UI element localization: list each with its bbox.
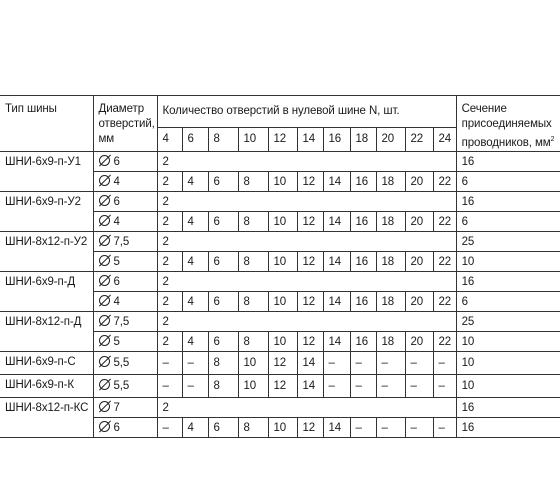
header-diameter: Диаметр отверстий, мм (93, 96, 157, 152)
hole-count-cell: 12 (268, 352, 297, 375)
header-type: Тип шины (0, 96, 93, 152)
hole-count-cell: 16 (350, 252, 376, 272)
hole-count-cell: 10 (268, 172, 297, 192)
hole-diameter-value: 7,5 (113, 315, 130, 328)
conductor-section: 10 (456, 332, 560, 352)
hole-count-merged: 2 (157, 192, 456, 212)
hole-diameter-value: 6 (113, 275, 120, 288)
hole-count-cell: 4 (182, 418, 208, 438)
hole-count-cell: 4 (182, 292, 208, 312)
hole-count-cell: 12 (297, 418, 323, 438)
hole-diameter-value: 4 (113, 175, 120, 188)
hole-count-cell: 14 (323, 172, 350, 192)
hole-count-cell: 6 (208, 212, 238, 232)
conductor-section: 6 (456, 292, 560, 312)
header-n-value: 6 (182, 127, 208, 152)
conductor-section: 10 (456, 352, 560, 375)
busbar-type: ШНИ-6х9-п-У1 (0, 152, 93, 192)
hole-count-cell: 6 (208, 418, 238, 438)
diameter-icon (99, 255, 110, 266)
hole-count-cell: 12 (297, 332, 323, 352)
conductor-section: 16 (456, 398, 560, 418)
busbar-type: ШНИ-6х9-п-К (0, 375, 93, 398)
hole-count-cell: 22 (433, 332, 456, 352)
hole-count-cell: – (405, 375, 433, 398)
hole-count-cell: 10 (268, 212, 297, 232)
hole-count-cell: 20 (405, 292, 433, 312)
busbar-type: ШНИ-8х12-п-У2 (0, 232, 93, 272)
busbar-type: ШНИ-8х12-п-Д (0, 312, 93, 352)
conductor-section: 25 (456, 312, 560, 332)
header-n-value: 4 (157, 127, 182, 152)
busbar-spec-table (0, 95, 560, 438)
hole-count-cell: 18 (376, 292, 405, 312)
hole-diameter (93, 375, 157, 398)
hole-diameter-value: 5,5 (113, 357, 130, 369)
hole-count-cell: 10 (238, 375, 268, 398)
diameter-icon (99, 356, 110, 367)
hole-count-cell: 12 (297, 212, 323, 232)
hole-diameter-value: 6 (113, 155, 120, 168)
hole-count-merged: 2 (157, 232, 456, 252)
hole-count-cell: 22 (433, 172, 456, 192)
hole-count-cell: – (350, 352, 376, 375)
hole-count-cell: 20 (405, 172, 433, 192)
hole-count-cell: 14 (323, 332, 350, 352)
hole-count-cell: 14 (323, 292, 350, 312)
header-n-value: 8 (208, 127, 238, 152)
hole-count-cell: – (433, 375, 456, 398)
hole-count-cell: – (323, 375, 350, 398)
hole-count-cell: 22 (433, 292, 456, 312)
hole-count-cell: – (350, 418, 376, 438)
hole-count-cell: 16 (350, 212, 376, 232)
hole-diameter (93, 192, 157, 212)
hole-count-cell: 2 (157, 292, 182, 312)
table-row (0, 312, 560, 332)
hole-count-cell: 4 (182, 172, 208, 192)
hole-diameter (93, 418, 157, 438)
hole-count-cell: 4 (182, 212, 208, 232)
conductor-section: 25 (456, 232, 560, 252)
hole-diameter (93, 352, 157, 375)
hole-count-cell: – (323, 352, 350, 375)
hole-count-cell: 12 (297, 172, 323, 192)
conductor-section: 6 (456, 172, 560, 192)
hole-count-cell: 18 (376, 212, 405, 232)
hole-count-cell: 8 (238, 252, 268, 272)
hole-count-merged: 2 (157, 312, 456, 332)
hole-count-cell: 8 (238, 172, 268, 192)
diameter-icon (99, 275, 110, 286)
diameter-icon (99, 315, 110, 326)
hole-diameter-value: 7 (113, 401, 120, 414)
diameter-icon (99, 215, 110, 226)
hole-count-merged: 2 (157, 272, 456, 292)
hole-count-cell: 8 (238, 292, 268, 312)
hole-diameter-value: 5 (113, 255, 120, 268)
hole-count-cell: 2 (157, 212, 182, 232)
hole-count-cell: 18 (376, 172, 405, 192)
busbar-type: ШНИ-8х12-п-КС (0, 398, 93, 438)
conductor-section: 16 (456, 418, 560, 438)
hole-count-cell: 10 (268, 332, 297, 352)
hole-count-cell: 12 (268, 375, 297, 398)
hole-count-cell: 12 (297, 292, 323, 312)
hole-count-cell: – (350, 375, 376, 398)
hole-diameter-value: 5,5 (113, 380, 130, 392)
hole-count-cell: – (433, 418, 456, 438)
hole-diameter (93, 212, 157, 232)
hole-count-cell: 8 (238, 418, 268, 438)
hole-count-cell: 4 (182, 332, 208, 352)
conductor-section: 10 (456, 375, 560, 398)
hole-diameter-value: 7,5 (113, 235, 130, 248)
hole-count-cell: 6 (208, 332, 238, 352)
hole-count-cell: 10 (238, 352, 268, 375)
hole-count-cell: – (376, 352, 405, 375)
hole-count-cell: 12 (297, 252, 323, 272)
hole-count-cell: 6 (208, 292, 238, 312)
hole-diameter (93, 252, 157, 272)
hole-diameter (93, 292, 157, 312)
hole-count-cell: 8 (238, 212, 268, 232)
diameter-icon (99, 295, 110, 306)
hole-count-cell: 14 (297, 375, 323, 398)
hole-diameter (93, 232, 157, 252)
hole-count-cell: 2 (157, 252, 182, 272)
table-row (0, 152, 560, 172)
table-row (0, 232, 560, 252)
header-n-value: 18 (350, 127, 376, 152)
hole-count-cell: 6 (208, 172, 238, 192)
header-row (0, 96, 560, 128)
busbar-type: ШНИ-6х9-п-Д (0, 272, 93, 312)
hole-diameter-value: 6 (113, 421, 120, 434)
hole-diameter (93, 398, 157, 418)
diameter-icon (99, 155, 110, 166)
hole-count-cell: 2 (157, 332, 182, 352)
hole-diameter-value: 5 (113, 335, 120, 348)
diameter-icon (99, 379, 110, 390)
header-n-value: 12 (268, 127, 297, 152)
hole-count-cell: – (157, 375, 182, 398)
hole-diameter-value: 4 (113, 295, 120, 308)
hole-count-cell: – (433, 352, 456, 375)
hole-count-cell: 22 (433, 252, 456, 272)
hole-count-cell: 4 (182, 252, 208, 272)
hole-count-cell: 18 (376, 252, 405, 272)
hole-count-cell: 22 (433, 212, 456, 232)
hole-count-cell: 20 (405, 332, 433, 352)
conductor-section: 16 (456, 152, 560, 172)
hole-diameter (93, 332, 157, 352)
hole-diameter (93, 152, 157, 172)
header-n-value: 16 (323, 127, 350, 152)
table-row (0, 375, 560, 398)
hole-count-cell: 16 (350, 332, 376, 352)
header-section-text: Сечение присоединяемых проводников, мм (461, 103, 552, 149)
hole-count-cell: – (157, 418, 182, 438)
hole-count-cell: 14 (323, 418, 350, 438)
hole-count-cell: 10 (268, 292, 297, 312)
hole-count-cell: 8 (238, 332, 268, 352)
hole-count-cell: 2 (157, 172, 182, 192)
table-row (0, 272, 560, 292)
hole-count-cell: 8 (208, 352, 238, 375)
hole-count-cell: 14 (297, 352, 323, 375)
hole-count-cell: 6 (208, 252, 238, 272)
hole-count-cell: 14 (323, 252, 350, 272)
hole-count-cell: 20 (405, 252, 433, 272)
table-row (0, 352, 560, 375)
diameter-icon (99, 421, 110, 432)
busbar-type: ШНИ-6х9-п-У2 (0, 192, 93, 232)
header-n-value: 10 (238, 127, 268, 152)
header-n-value: 14 (297, 127, 323, 152)
header-section (456, 96, 560, 152)
hole-count-cell: 10 (268, 252, 297, 272)
hole-count-cell: 10 (268, 418, 297, 438)
hole-count-cell: 14 (323, 212, 350, 232)
hole-count-cell: 20 (405, 212, 433, 232)
conductor-section: 16 (456, 272, 560, 292)
hole-count-cell: – (182, 375, 208, 398)
hole-diameter-value: 6 (113, 195, 120, 208)
header-n-value: 22 (405, 127, 433, 152)
hole-count-cell: 8 (208, 375, 238, 398)
conductor-section: 6 (456, 212, 560, 232)
hole-diameter (93, 172, 157, 192)
hole-count-merged: 2 (157, 398, 456, 418)
hole-count-merged: 2 (157, 152, 456, 172)
diameter-icon (99, 175, 110, 186)
hole-count-cell: – (157, 352, 182, 375)
diameter-icon (99, 235, 110, 246)
hole-count-cell: – (376, 375, 405, 398)
hole-count-cell: – (405, 352, 433, 375)
diameter-icon (99, 335, 110, 346)
busbar-type: ШНИ-6х9-п-С (0, 352, 93, 375)
header-n-value: 20 (376, 127, 405, 152)
conductor-section: 16 (456, 192, 560, 212)
conductor-section: 10 (456, 252, 560, 272)
table-row (0, 398, 560, 418)
table-row (0, 192, 560, 212)
hole-count-cell: – (376, 418, 405, 438)
header-hole-count: Количество отверстий в нулевой шине N, шт. (157, 96, 456, 128)
diameter-icon (99, 401, 110, 412)
hole-diameter-value: 4 (113, 215, 120, 228)
hole-count-cell: 16 (350, 172, 376, 192)
header-section-sup: 2 (550, 136, 555, 143)
hole-diameter (93, 312, 157, 332)
hole-diameter (93, 272, 157, 292)
hole-count-cell: – (182, 352, 208, 375)
diameter-icon (99, 195, 110, 206)
hole-count-cell: – (405, 418, 433, 438)
hole-count-cell: 18 (376, 332, 405, 352)
header-n-value: 24 (433, 127, 456, 152)
hole-count-cell: 16 (350, 292, 376, 312)
